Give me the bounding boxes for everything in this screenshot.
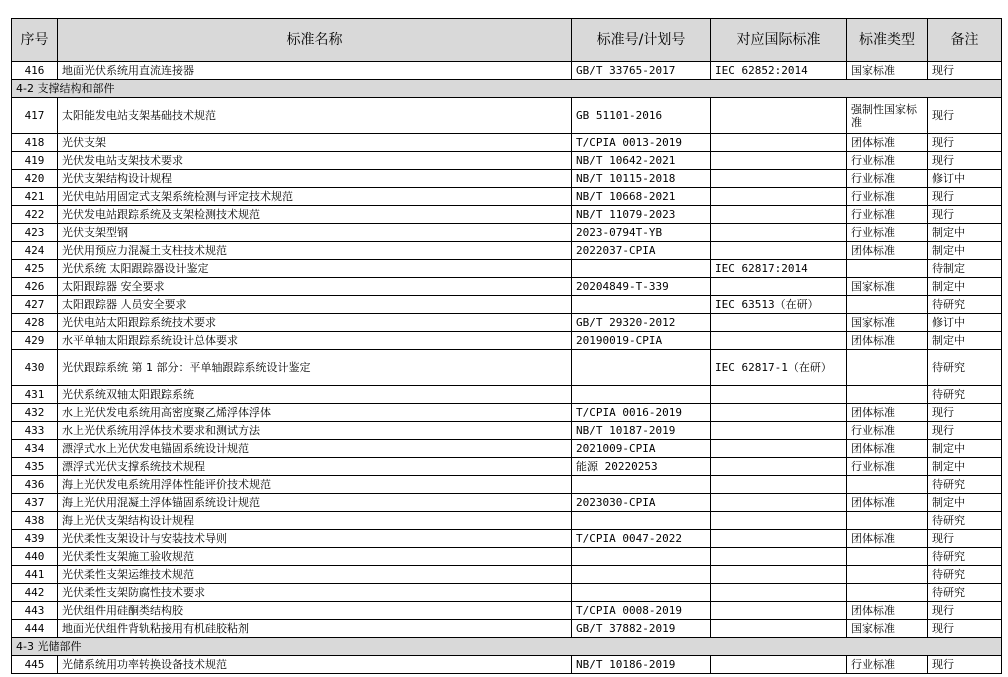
cell-seq: 431 — [12, 386, 58, 404]
cell-type: 强制性国家标准 — [847, 98, 928, 134]
cell-intl — [711, 530, 847, 548]
cell-name: 光伏系统双轴太阳跟踪系统 — [58, 386, 572, 404]
table-header — [12, 19, 1002, 62]
cell-note: 制定中 — [928, 494, 1002, 512]
cell-code: 20204849-T-339 — [572, 278, 711, 296]
table-row — [12, 494, 1002, 512]
cell-seq: 441 — [12, 566, 58, 584]
table-row — [12, 332, 1002, 350]
cell-code: T/CPIA 0047-2022 — [572, 530, 711, 548]
cell-type — [847, 566, 928, 584]
cell-type: 行业标准 — [847, 458, 928, 476]
cell-type: 团体标准 — [847, 332, 928, 350]
cell-name: 光伏系统 太阳跟踪器设计鉴定 — [58, 260, 572, 278]
table-row — [12, 188, 1002, 206]
table-row — [12, 386, 1002, 404]
cell-type — [847, 386, 928, 404]
cell-type: 国家标准 — [847, 314, 928, 332]
cell-intl — [711, 602, 847, 620]
table-row — [12, 206, 1002, 224]
table-row — [12, 566, 1002, 584]
cell-note: 制定中 — [928, 440, 1002, 458]
cell-seq: 433 — [12, 422, 58, 440]
cell-type: 行业标准 — [847, 224, 928, 242]
cell-code: NB/T 10668-2021 — [572, 188, 711, 206]
cell-type: 行业标准 — [847, 656, 928, 674]
table-row — [12, 278, 1002, 296]
cell-code: NB/T 10187-2019 — [572, 422, 711, 440]
cell-name: 地面光伏系统用直流连接器 — [58, 62, 572, 80]
cell-type — [847, 512, 928, 530]
cell-note: 修订中 — [928, 170, 1002, 188]
section-title: 4-2 支撑结构和部件 — [12, 80, 1002, 98]
cell-intl — [711, 242, 847, 260]
cell-type: 行业标准 — [847, 188, 928, 206]
cell-type — [847, 584, 928, 602]
table-row — [12, 242, 1002, 260]
table-row — [12, 602, 1002, 620]
cell-seq: 438 — [12, 512, 58, 530]
cell-seq: 425 — [12, 260, 58, 278]
cell-name: 海上光伏支架结构设计规程 — [58, 512, 572, 530]
cell-code: GB 51101-2016 — [572, 98, 711, 134]
cell-note: 待制定 — [928, 260, 1002, 278]
cell-note: 现行 — [928, 602, 1002, 620]
cell-name: 光伏支架结构设计规程 — [58, 170, 572, 188]
table-row — [12, 98, 1002, 134]
cell-type — [847, 260, 928, 278]
cell-intl — [711, 656, 847, 674]
cell-note: 制定中 — [928, 224, 1002, 242]
cell-type: 行业标准 — [847, 152, 928, 170]
cell-seq: 442 — [12, 584, 58, 602]
cell-note: 修订中 — [928, 314, 1002, 332]
header-name: 标准名称 — [58, 19, 572, 62]
cell-intl — [711, 512, 847, 530]
cell-name: 光伏用预应力混凝土支柱技术规范 — [58, 242, 572, 260]
cell-type: 团体标准 — [847, 602, 928, 620]
table-row — [12, 440, 1002, 458]
cell-note: 待研究 — [928, 476, 1002, 494]
cell-code: 2023-0794T-YB — [572, 224, 711, 242]
cell-type: 国家标准 — [847, 278, 928, 296]
table-row — [12, 260, 1002, 278]
cell-note: 待研究 — [928, 584, 1002, 602]
cell-type: 团体标准 — [847, 440, 928, 458]
cell-type: 行业标准 — [847, 170, 928, 188]
cell-seq: 418 — [12, 134, 58, 152]
cell-code: T/CPIA 0013-2019 — [572, 134, 711, 152]
cell-intl — [711, 620, 847, 638]
cell-type: 行业标准 — [847, 422, 928, 440]
cell-note: 现行 — [928, 656, 1002, 674]
cell-type — [847, 350, 928, 386]
cell-name: 海上光伏发电系统用浮体性能评价技术规范 — [58, 476, 572, 494]
cell-code: NB/T 11079-2023 — [572, 206, 711, 224]
cell-note: 待研究 — [928, 296, 1002, 314]
cell-code — [572, 386, 711, 404]
table-row — [12, 296, 1002, 314]
cell-seq: 423 — [12, 224, 58, 242]
cell-name: 地面光伏组件背轨粘接用有机硅胶粘剂 — [58, 620, 572, 638]
cell-name: 水上光伏系统用浮体技术要求和测试方法 — [58, 422, 572, 440]
cell-type: 团体标准 — [847, 530, 928, 548]
cell-note: 现行 — [928, 62, 1002, 80]
cell-intl — [711, 422, 847, 440]
cell-note: 待研究 — [928, 548, 1002, 566]
cell-seq: 429 — [12, 332, 58, 350]
table-row — [12, 62, 1002, 80]
header-code: 标准号/计划号 — [572, 19, 711, 62]
cell-note: 现行 — [928, 530, 1002, 548]
cell-name: 光伏电站太阳跟踪系统技术要求 — [58, 314, 572, 332]
cell-intl — [711, 98, 847, 134]
cell-intl: IEC 63513（在研） — [711, 296, 847, 314]
header-type: 标准类型 — [847, 19, 928, 62]
cell-intl — [711, 548, 847, 566]
table-row — [12, 134, 1002, 152]
cell-type: 团体标准 — [847, 494, 928, 512]
table-row — [12, 656, 1002, 674]
cell-code — [572, 260, 711, 278]
table-row — [12, 170, 1002, 188]
cell-intl — [711, 278, 847, 296]
cell-code — [572, 512, 711, 530]
cell-intl — [711, 152, 847, 170]
table-row — [12, 152, 1002, 170]
cell-code — [572, 296, 711, 314]
section-row — [12, 80, 1002, 98]
section-row — [12, 638, 1002, 656]
cell-code: NB/T 10186-2019 — [572, 656, 711, 674]
cell-name: 光伏柔性支架施工验收规范 — [58, 548, 572, 566]
cell-note: 制定中 — [928, 278, 1002, 296]
cell-intl — [711, 170, 847, 188]
cell-code: 2022037-CPIA — [572, 242, 711, 260]
cell-type: 团体标准 — [847, 134, 928, 152]
cell-seq: 421 — [12, 188, 58, 206]
cell-intl: IEC 62817:2014 — [711, 260, 847, 278]
table-row — [12, 314, 1002, 332]
cell-intl — [711, 494, 847, 512]
table-row — [12, 548, 1002, 566]
cell-code: GB/T 37882-2019 — [572, 620, 711, 638]
table-row — [12, 476, 1002, 494]
cell-code — [572, 566, 711, 584]
cell-code — [572, 548, 711, 566]
table-row — [12, 404, 1002, 422]
cell-note: 制定中 — [928, 332, 1002, 350]
cell-type: 团体标准 — [847, 242, 928, 260]
cell-intl — [711, 584, 847, 602]
cell-note: 待研究 — [928, 386, 1002, 404]
cell-name: 光伏发电站支架技术要求 — [58, 152, 572, 170]
cell-seq: 424 — [12, 242, 58, 260]
cell-name: 海上光伏用混凝土浮体锚固系统设计规范 — [58, 494, 572, 512]
cell-intl — [711, 458, 847, 476]
cell-type — [847, 476, 928, 494]
cell-seq: 430 — [12, 350, 58, 386]
cell-type — [847, 548, 928, 566]
cell-note: 现行 — [928, 620, 1002, 638]
cell-intl — [711, 476, 847, 494]
cell-code: GB/T 33765-2017 — [572, 62, 711, 80]
cell-intl — [711, 134, 847, 152]
cell-intl — [711, 386, 847, 404]
standards-table — [11, 18, 1002, 674]
cell-seq: 444 — [12, 620, 58, 638]
cell-seq: 419 — [12, 152, 58, 170]
cell-code: 能源 20220253 — [572, 458, 711, 476]
cell-code: 20190019-CPIA — [572, 332, 711, 350]
cell-name: 水平单轴太阳跟踪系统设计总体要求 — [58, 332, 572, 350]
cell-code: 2023030-CPIA — [572, 494, 711, 512]
cell-name: 太阳能发电站支架基础技术规范 — [58, 98, 572, 134]
cell-note: 待研究 — [928, 350, 1002, 386]
cell-note: 制定中 — [928, 242, 1002, 260]
table-row — [12, 620, 1002, 638]
header-note: 备注 — [928, 19, 1002, 62]
cell-seq: 426 — [12, 278, 58, 296]
cell-code: 2021009-CPIA — [572, 440, 711, 458]
cell-note: 现行 — [928, 134, 1002, 152]
cell-name: 光伏支架型钢 — [58, 224, 572, 242]
cell-intl — [711, 566, 847, 584]
cell-seq: 439 — [12, 530, 58, 548]
cell-note: 现行 — [928, 206, 1002, 224]
cell-name: 光伏跟踪系统 第 1 部分：平单轴跟踪系统设计鉴定 — [58, 350, 572, 386]
cell-note: 现行 — [928, 98, 1002, 134]
cell-name: 光伏支架 — [58, 134, 572, 152]
cell-seq: 435 — [12, 458, 58, 476]
cell-type: 国家标准 — [847, 62, 928, 80]
table-row — [12, 512, 1002, 530]
cell-seq: 437 — [12, 494, 58, 512]
table-row — [12, 422, 1002, 440]
cell-seq: 422 — [12, 206, 58, 224]
cell-code — [572, 476, 711, 494]
cell-intl — [711, 332, 847, 350]
cell-intl: IEC 62852:2014 — [711, 62, 847, 80]
cell-code: T/CPIA 0016-2019 — [572, 404, 711, 422]
cell-note: 待研究 — [928, 512, 1002, 530]
cell-intl — [711, 404, 847, 422]
cell-seq: 432 — [12, 404, 58, 422]
cell-intl — [711, 314, 847, 332]
cell-name: 光伏柔性支架防腐性技术要求 — [58, 584, 572, 602]
cell-name: 光伏电站用固定式支架系统检测与评定技术规范 — [58, 188, 572, 206]
cell-name: 光伏柔性支架设计与安装技术导则 — [58, 530, 572, 548]
cell-seq: 416 — [12, 62, 58, 80]
cell-name: 水上光伏发电系统用高密度聚乙烯浮体浮体 — [58, 404, 572, 422]
cell-note: 现行 — [928, 404, 1002, 422]
header-row — [12, 19, 1002, 62]
cell-note: 现行 — [928, 422, 1002, 440]
cell-name: 光伏发电站跟踪系统及支架检测技术规范 — [58, 206, 572, 224]
cell-name: 光伏柔性支架运维技术规范 — [58, 566, 572, 584]
cell-code: T/CPIA 0008-2019 — [572, 602, 711, 620]
cell-seq: 427 — [12, 296, 58, 314]
cell-intl — [711, 206, 847, 224]
section-title: 4-3 光储部件 — [12, 638, 1002, 656]
cell-name: 光储系统用功率转换设备技术规范 — [58, 656, 572, 674]
cell-code: NB/T 10115-2018 — [572, 170, 711, 188]
cell-seq: 417 — [12, 98, 58, 134]
cell-type: 团体标准 — [847, 404, 928, 422]
cell-name: 太阳跟踪器 人员安全要求 — [58, 296, 572, 314]
header-seq: 序号 — [12, 19, 58, 62]
table-row — [12, 584, 1002, 602]
table-row — [12, 350, 1002, 386]
cell-name: 光伏组件用硅酮类结构胶 — [58, 602, 572, 620]
standards-table-container — [11, 18, 1001, 674]
table-row — [12, 530, 1002, 548]
cell-name: 太阳跟踪器 安全要求 — [58, 278, 572, 296]
table-row — [12, 224, 1002, 242]
cell-intl — [711, 188, 847, 206]
cell-name: 漂浮式光伏支撑系统技术规程 — [58, 458, 572, 476]
header-intl: 对应国际标准 — [711, 19, 847, 62]
cell-seq: 445 — [12, 656, 58, 674]
cell-seq: 420 — [12, 170, 58, 188]
cell-code: NB/T 10642-2021 — [572, 152, 711, 170]
cell-code — [572, 584, 711, 602]
cell-seq: 443 — [12, 602, 58, 620]
table-body — [12, 62, 1002, 674]
cell-code — [572, 350, 711, 386]
cell-intl — [711, 224, 847, 242]
cell-seq: 440 — [12, 548, 58, 566]
cell-code: GB/T 29320-2012 — [572, 314, 711, 332]
table-row — [12, 458, 1002, 476]
cell-seq: 428 — [12, 314, 58, 332]
cell-note: 现行 — [928, 188, 1002, 206]
cell-type — [847, 296, 928, 314]
cell-seq: 434 — [12, 440, 58, 458]
cell-note: 待研究 — [928, 566, 1002, 584]
cell-intl: IEC 62817-1（在研） — [711, 350, 847, 386]
cell-note: 现行 — [928, 152, 1002, 170]
cell-type: 国家标准 — [847, 620, 928, 638]
cell-intl — [711, 440, 847, 458]
cell-seq: 436 — [12, 476, 58, 494]
cell-note: 制定中 — [928, 458, 1002, 476]
cell-type: 行业标准 — [847, 206, 928, 224]
cell-name: 漂浮式水上光伏发电锚固系统设计规范 — [58, 440, 572, 458]
